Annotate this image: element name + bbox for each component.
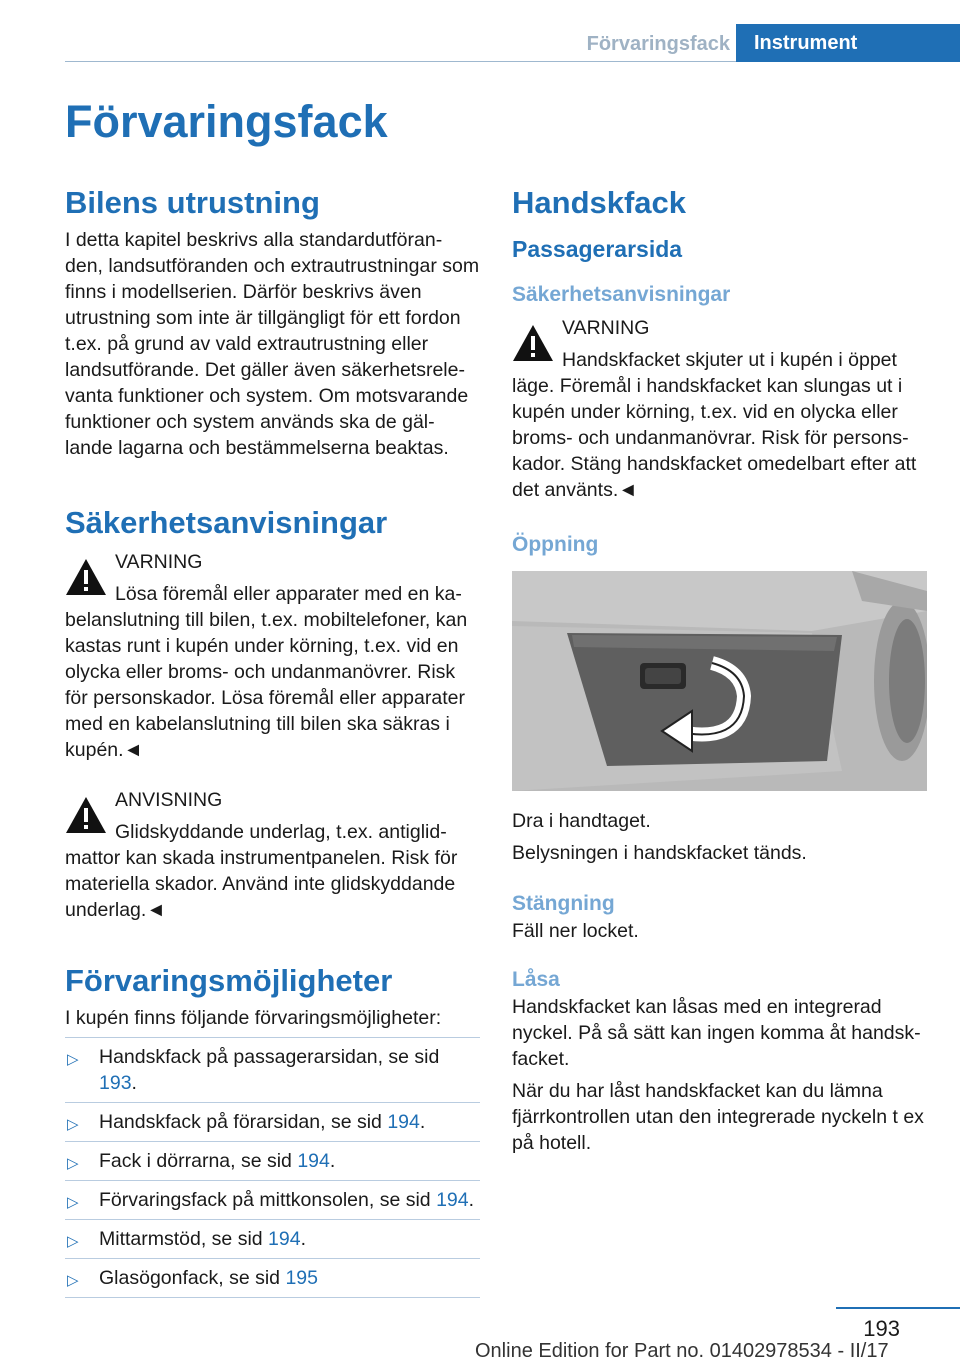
right-column [512, 185, 927, 1156]
warning-icon [512, 323, 554, 363]
storage-list [65, 1037, 480, 1298]
heading-storage: Förvaringsmöjligheter [65, 963, 393, 998]
warning-box [65, 549, 480, 763]
page-number: 193 [863, 1316, 900, 1341]
warning-first-line: Handskfacket skjuter ut i kupén i öppet [562, 349, 897, 371]
equipment-text: I detta kapitel beskrivs alla standardutföran-den, landsutföranden och extrautrustningar som finns i modellserien. Därför beskrivs även utrustning som inte är tillgängligt för ett fordon t.ex. på grund av vald extrautrustning eller landsutförande. Det gäller även säkerhetsrele-vanta funktioner och system. Om motsvarande funktioner och system används ska de gäl-lande lagarna och bestämmelserna beaktas. [65, 229, 480, 459]
heading-safety: Säkerhetsanvisningar [65, 505, 388, 540]
lock-text: Handskfacket kan låsas med en integrerad nyckel. På så sätt kan ingen komma åt handsk-facket. [512, 996, 921, 1070]
warning-icon [65, 557, 107, 597]
notice-first-line: Glidskyddande underlag, t.ex. antiglid- [115, 821, 447, 843]
header-section: Förvaringsfack [586, 33, 730, 55]
opening-step-1: Dra i handtaget. [512, 810, 651, 832]
triangle-bullet-icon: ▷ [67, 1272, 79, 1289]
warning-text: läge. Föremål i handskfacket kan slungas ut i kupén under körning, t.ex. vid en olycka eller broms- och undanmanövrar. Risk för persons-kador. Stäng handskfacket omedelbart efter att det använts.◄ [512, 375, 917, 501]
warning-label: VARNING [115, 551, 203, 573]
page-link[interactable]: 194 [297, 1150, 330, 1172]
heading-glovebox: Handskfack [512, 185, 687, 220]
page-link[interactable]: 194 [387, 1111, 420, 1133]
list-item: ▷ Glasögonfack, se sid 195 [65, 1259, 480, 1298]
list-item: ▷ Mittarmstöd, se sid 194. [65, 1220, 480, 1259]
heading-safety-right: Säkerhetsanvisningar [512, 283, 731, 306]
list-item: ▷ Handskfack på passagerarsidan, se sid 193. [65, 1037, 480, 1103]
heading-opening: Öppning [512, 533, 599, 556]
page-link[interactable]: 193 [99, 1072, 132, 1094]
lock-text-2: När du har låst handskfacket kan du lämna fjärrkontrollen utan den integrerade nyckeln t ex på hotell. [512, 1080, 924, 1154]
warning-label: VARNING [562, 317, 650, 339]
triangle-bullet-icon: ▷ [67, 1155, 79, 1172]
heading-closing: Stängning [512, 892, 615, 915]
list-item: ▷ Fack i dörrarna, se sid 194. [65, 1142, 480, 1181]
page-link[interactable]: 195 [285, 1267, 318, 1289]
page-title: Förvaringsfack [65, 96, 388, 147]
notice-box [65, 787, 480, 923]
triangle-bullet-icon: ▷ [67, 1194, 79, 1211]
footer-rule [836, 1307, 960, 1309]
triangle-bullet-icon: ▷ [67, 1116, 79, 1133]
heading-lock: Låsa [512, 968, 560, 991]
opening-step-2: Belysningen i handskfacket tänds. [512, 842, 807, 864]
list-item: ▷ Handskfack på förarsidan, se sid 194. [65, 1103, 480, 1142]
heading-equipment: Bilens utrustning [65, 185, 320, 220]
notice-label: ANVISNING [115, 789, 223, 811]
triangle-bullet-icon: ▷ [67, 1051, 79, 1068]
heading-passenger: Passagerarsida [512, 236, 683, 262]
left-column [65, 185, 480, 1298]
closing-text: Fäll ner locket. [512, 920, 639, 942]
page-link[interactable]: 194 [436, 1189, 469, 1211]
header-chapter-tab: Instrument [736, 24, 960, 62]
triangle-bullet-icon: ▷ [67, 1233, 79, 1250]
page-link[interactable]: 194 [268, 1228, 301, 1250]
footer-edition: Online Edition for Part no. 01402978534 - II/17 [475, 1340, 889, 1362]
storage-intro: I kupén finns följande förvaringsmöjligheter: [65, 1007, 442, 1029]
notice-text: mattor kan skada instrumentpanelen. Risk för materiella skador. Använd inte glidskyddande underlag.◄ [65, 847, 458, 921]
warning-box [512, 315, 927, 503]
warning-first-line: Lösa föremål eller apparater med en ka- [115, 583, 462, 605]
warning-text: belanslutning till bilen, t.ex. mobiltelefoner, kan kastas runt i kupén under körning, t.ex. vid en olycka eller broms- och undanmanövrer. Risk för personskador. Lösa föremål eller apparater med en kabelanslutning till bilen ska säkras i kupén.◄ [65, 609, 468, 761]
glovebox-illustration [512, 571, 927, 791]
list-item: ▷ Förvaringsfack på mittkonsolen, se sid 194. [65, 1181, 480, 1220]
warning-icon [65, 795, 107, 835]
